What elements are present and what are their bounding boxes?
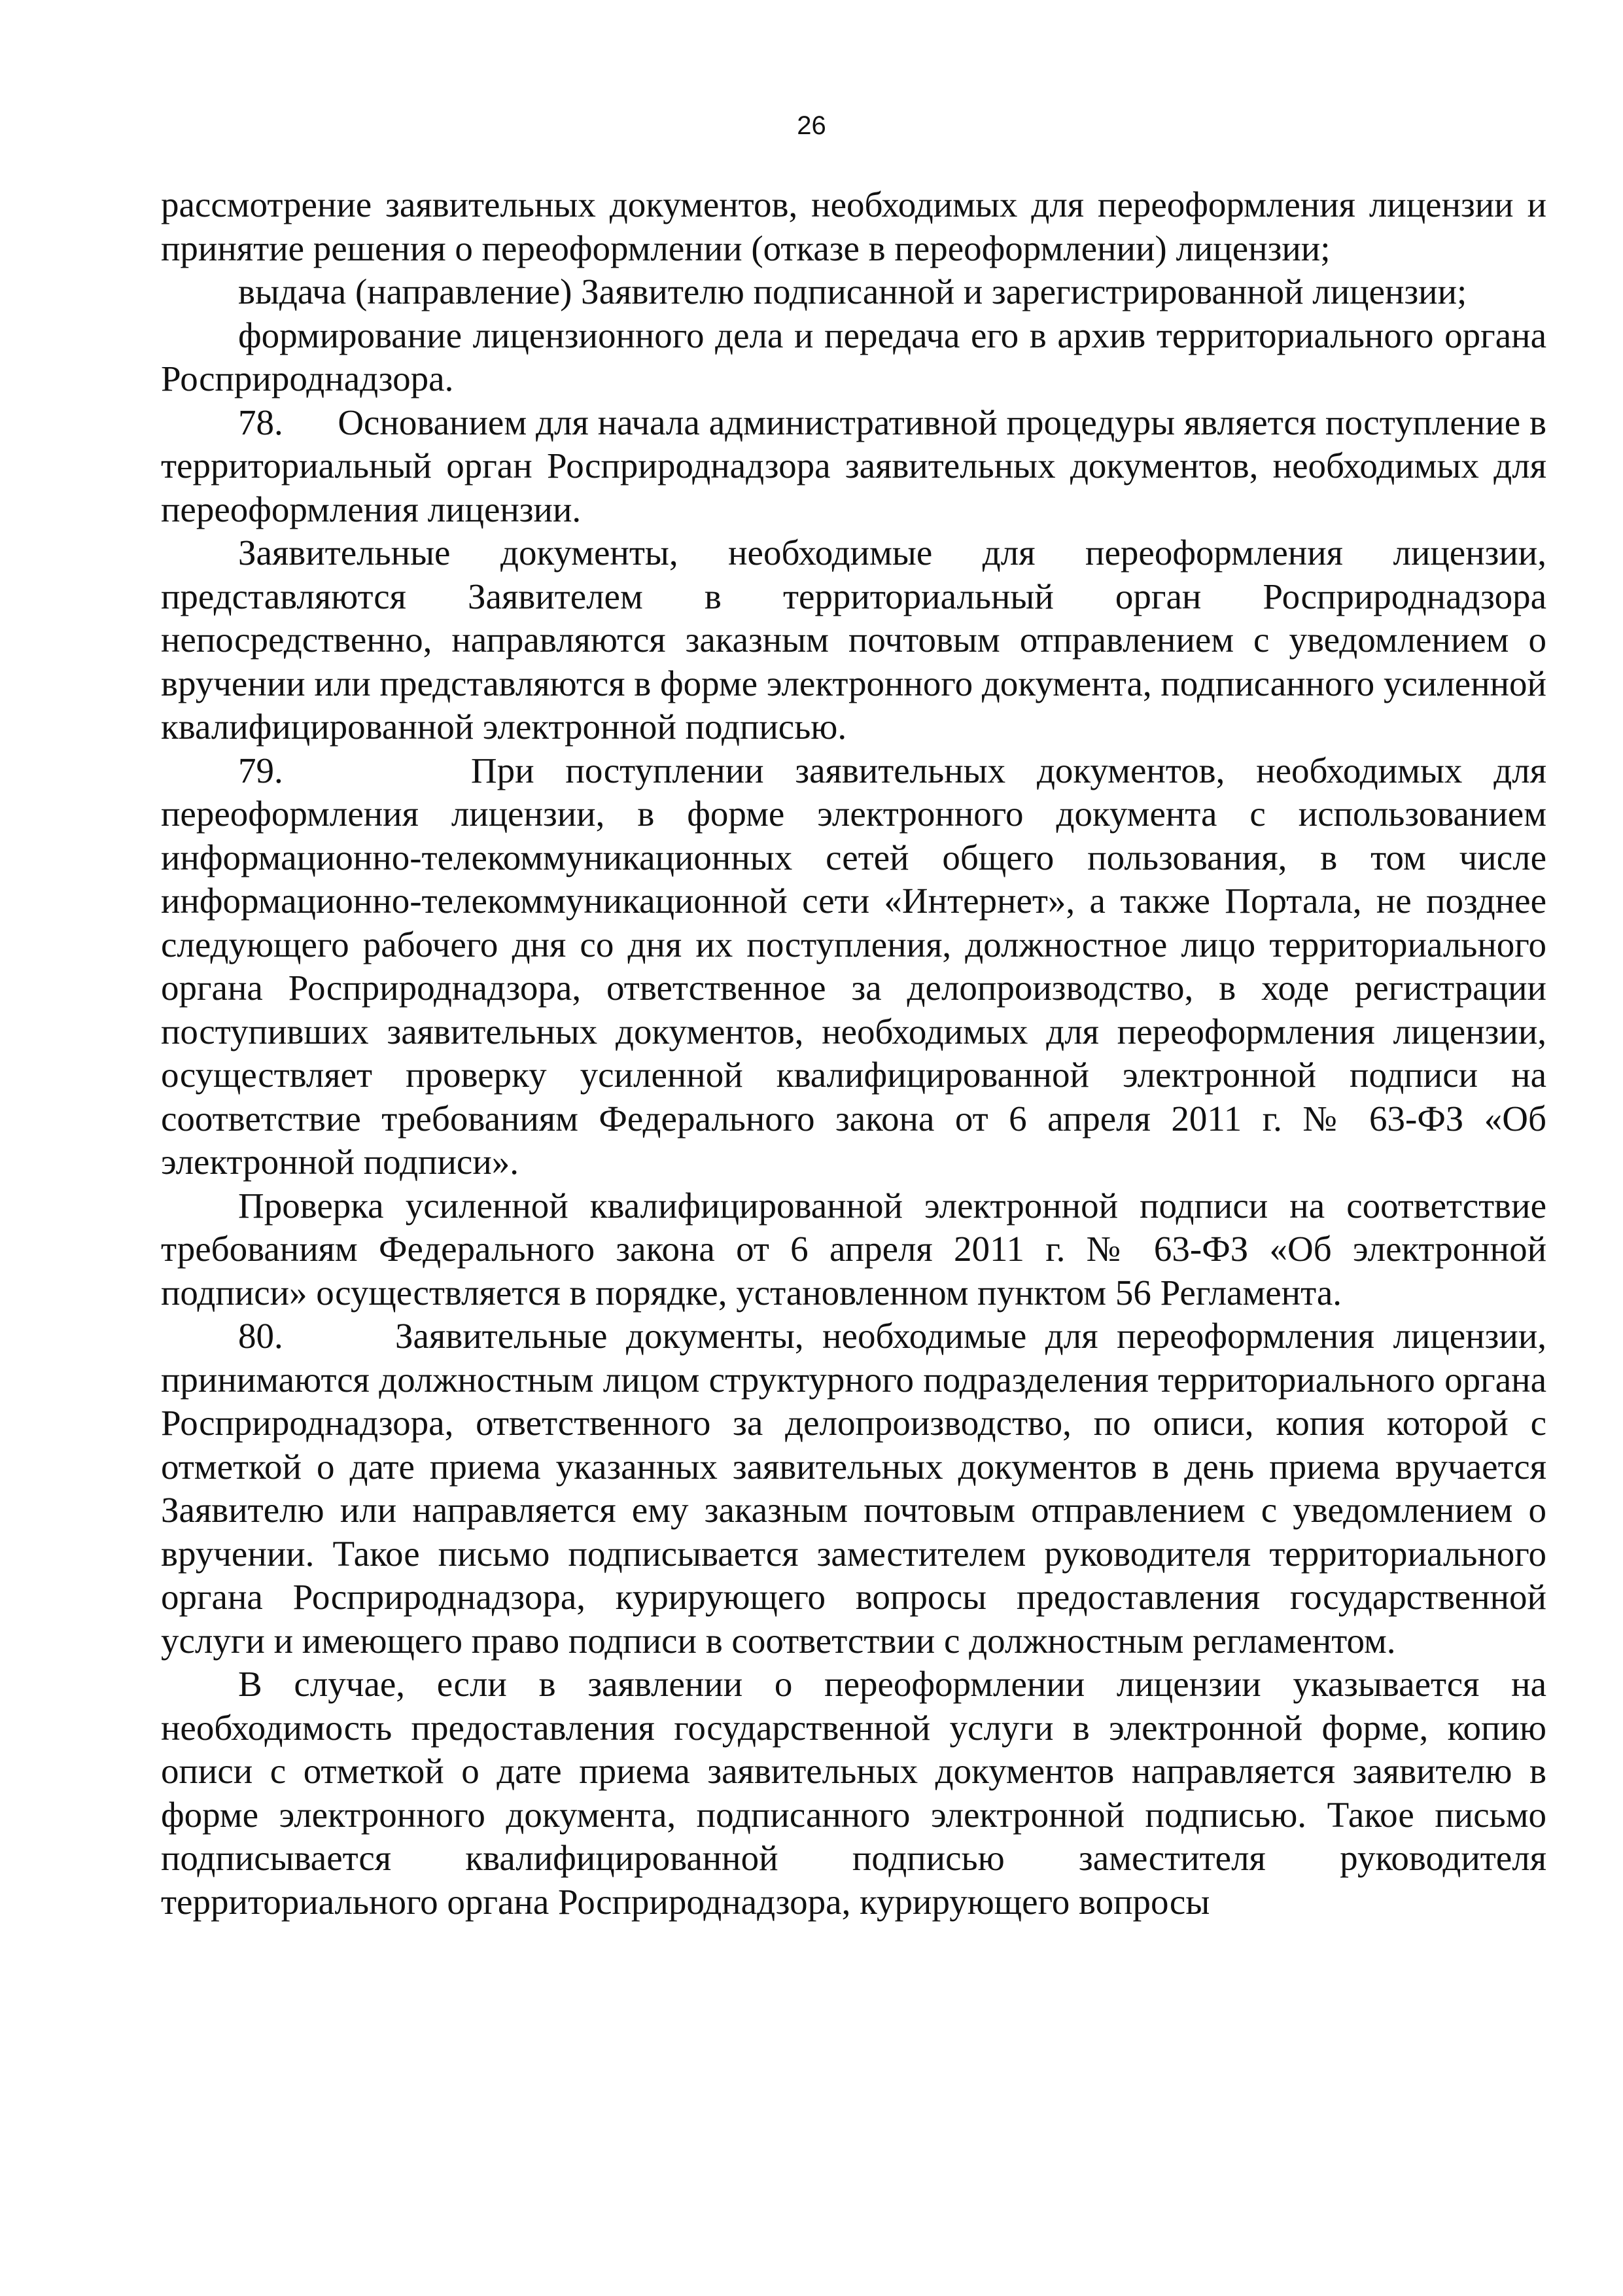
paragraph-80	[161, 1315, 1546, 1663]
paragraph-text: выдача (направление) Заявителю подписанной и зарегистрированной лицензии;	[238, 272, 1467, 311]
clause-number: 79.	[238, 750, 283, 790]
paragraph-text: формирование лицензионного дела и передача его в архив территориального органа Росприроднадзора.	[161, 315, 1546, 398]
paragraph-text: В случае, если в заявлении о переоформлении лицензии указывается на необходимость предоставления государственной услуги в электронной форме, копию описи с отметкой о дате приема заявительных документов направляется заявителю в форме электронного документа, подписанного электронной подписью. Такое письмо подписывается квалифицированной подписью заместителя руководителя территориального органа Росприроднадзора, курирующего вопросы	[161, 1664, 1546, 1922]
paragraph-text: Заявительные документы, необходимые для переоформления лицензии, принимаются должностным лицом структурного подразделения территориального органа Росприроднадзора, ответственного за делопроизводство, по описи, копия которой с отметкой о дате приема указанных заявительных документов в день приема вручается Заявителю или направляется ему заказным почтовым отправлением с уведомлением о вручении. Такое письмо подписывается заместителем руководителя территориального органа Росприроднадзора, курирующего вопросы предоставления государственной услуги и имеющего право подписи в соответствии с должностным регламентом.	[161, 1316, 1546, 1661]
page-number: 26	[797, 111, 826, 140]
paragraph-text: рассмотрение заявительных документов, необходимых для переоформления лицензии и принятие решения о переоформлении (отказе в переоформлении) лицензии;	[161, 185, 1546, 268]
paragraph-electronic-form	[161, 1663, 1546, 1924]
clause-number: 78.	[238, 402, 283, 442]
paragraph-79	[161, 749, 1546, 1184]
paragraph-submission	[161, 531, 1546, 749]
paragraph-text: Заявительные документы, необходимые для переоформления лицензии, представляются Заявителем в территориальный орган Росприроднадзора непосредственно, направляются заказным почтовым отправлением с уведомлением о вручении или представляются в форме электронного документа, подписанного усиленной квалифицированной электронной подписью.	[161, 533, 1546, 747]
paragraph-text: Основанием для начала административной процедуры является поступление в территориальный орган Росприроднадзора заявительных документов, необходимых для переоформления лицензии.	[161, 402, 1547, 529]
paragraph-78	[161, 401, 1546, 532]
paragraph-license-file	[161, 314, 1546, 401]
paragraph-issue-license	[161, 270, 1546, 314]
clause-number: 80.	[238, 1316, 283, 1356]
paragraph-text: При поступлении заявительных документов, необходимых для переоформления лицензии, в форме электронного документа с использованием информационно-телекоммуникационных сетей общего пользования, в том числе информационно-телекоммуникационной сети «Интернет», а также Портала, не позднее следующего рабочего дня со дня их поступления, должностное лицо территориального органа Росприроднадзора, ответственное за делопроизводство, в ходе регистрации поступивших заявительных документов, необходимых для переоформления лицензии, осуществляет проверку усиленной квалифицированной электронной подписи на соответствие требованиям Федерального закона от 6 апреля 2011 г. № 63-ФЗ «Об электронной подписи».	[161, 750, 1547, 1182]
paragraph-review-documents	[161, 183, 1546, 270]
paragraph-text: Проверка усиленной квалифицированной электронной подписи на соответствие требованиям Федерального закона от 6 апреля 2011 г. № 63-ФЗ «Об электронной подписи» осуществляется в порядке, установленном пунктом 56 Регламента.	[161, 1185, 1546, 1313]
paragraph-signature-check	[161, 1184, 1546, 1315]
document-body	[161, 183, 1546, 1924]
